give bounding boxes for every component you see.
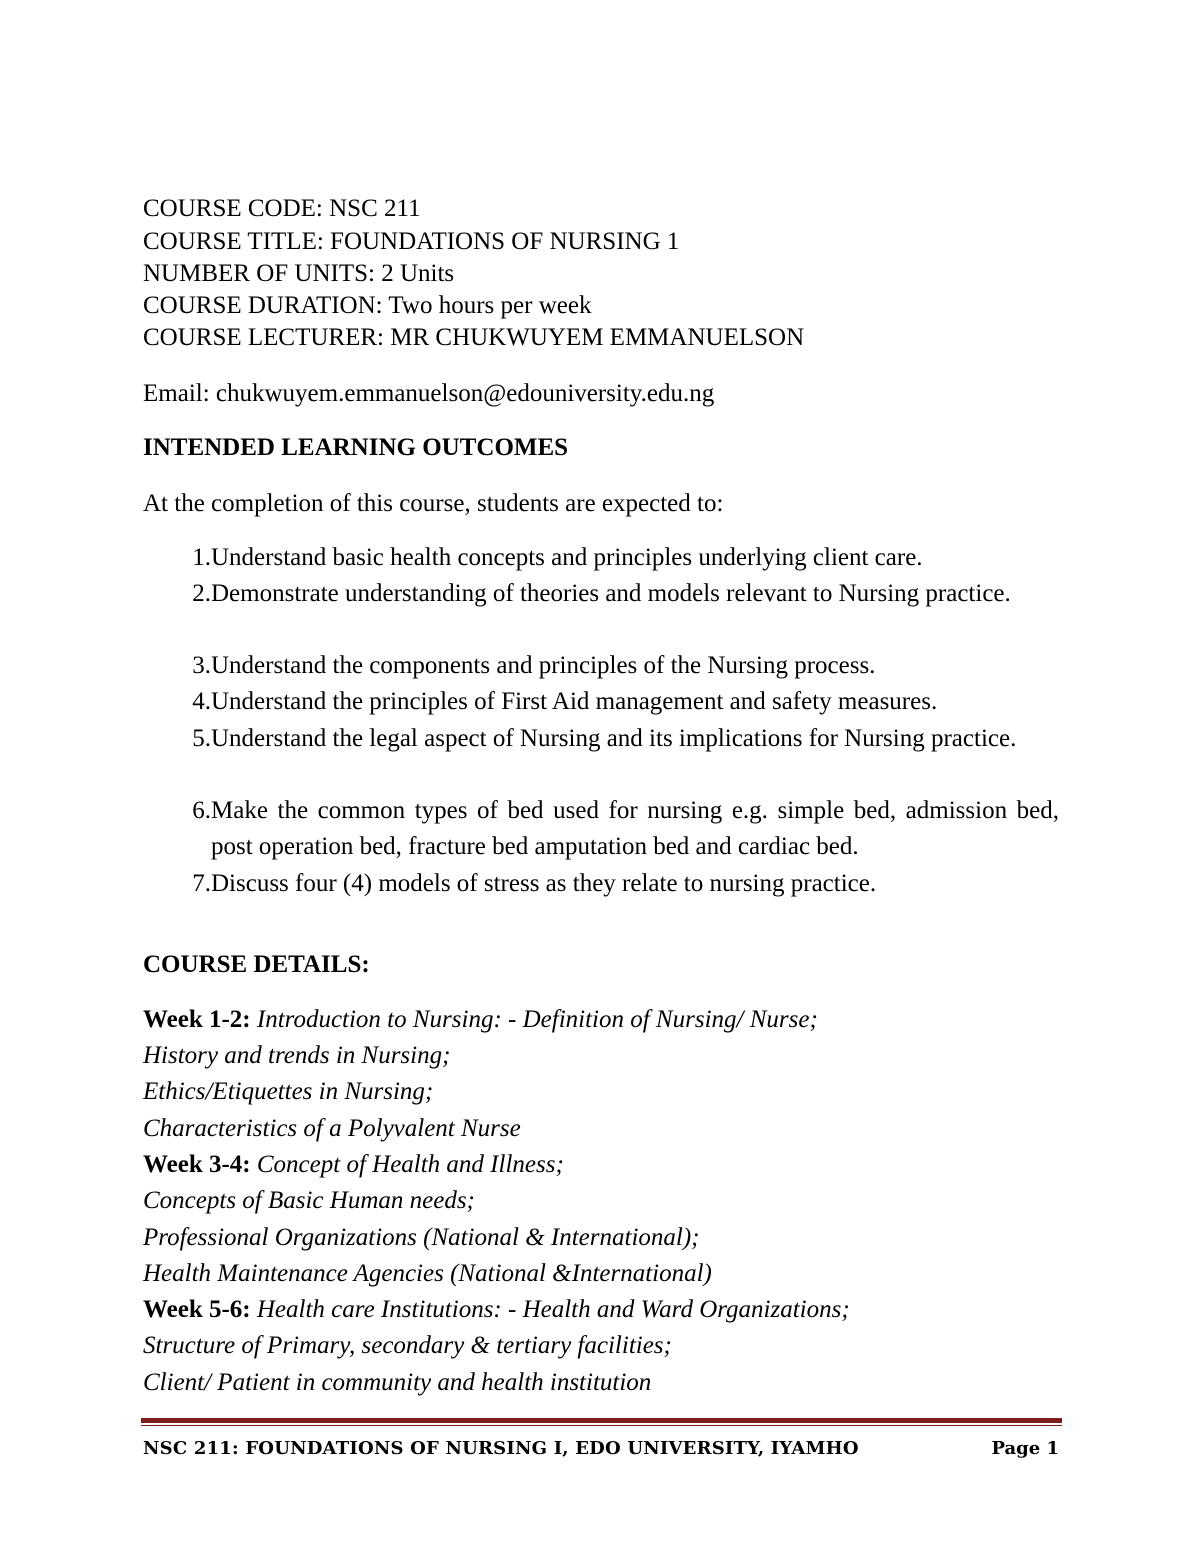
outcome-number: 2.: [192, 580, 211, 607]
outcome-number: 7.: [192, 870, 211, 897]
details-text: Concepts of Basic Human needs;: [143, 1187, 475, 1214]
details-text: Health Maintenance Agencies (National &International): [143, 1260, 712, 1287]
page-number: Page 1: [991, 1438, 1059, 1459]
details-text: Concept of Health and Illness;: [250, 1151, 564, 1178]
outcome-item: [143, 684, 1059, 720]
details-line: [143, 1186, 475, 1216]
outcome-text: Make the common types of bed used for nursing e.g. simple bed, admission bed, post operation bed, fracture bed amputation bed and cardiac bed.: [211, 797, 1059, 860]
details-line: [143, 1368, 651, 1398]
outcome-text: Understand the components and principles of the Nursing process.: [211, 652, 876, 679]
outcome-item: [143, 648, 1059, 684]
details-text: Professional Organizations (National & International);: [143, 1224, 700, 1251]
details-line: [143, 1150, 564, 1180]
outcome-item: [143, 721, 1059, 757]
details-line: [143, 1041, 450, 1071]
outcome-item: [143, 576, 1059, 612]
details-line: [143, 1295, 850, 1325]
details-text: Client/ Patient in community and health institution: [143, 1369, 652, 1396]
course-code: COURSE CODE: NSC 211: [143, 195, 421, 222]
course-title: COURSE TITLE: FOUNDATIONS OF NURSING 1: [143, 228, 680, 255]
outcome-item: [143, 540, 1059, 576]
details-line: [143, 1259, 712, 1289]
details-text: History and trends in Nursing;: [143, 1042, 451, 1069]
footer-title: NSC 211: FOUNDATIONS OF NURSING I, EDO UNIVERSITY, IYAMHO: [143, 1438, 859, 1459]
outcome-number: 4.: [192, 688, 211, 715]
outcome-text: Understand the legal aspect of Nursing and its implications for Nursing practice.: [211, 725, 1017, 752]
details-line: [143, 1223, 699, 1253]
details-line: [143, 1077, 433, 1107]
details-line: [143, 1005, 818, 1035]
footer-rule: [141, 1418, 1062, 1423]
outcome-number: 6.: [192, 797, 211, 824]
course-lecturer: COURSE LECTURER: MR CHUKWUYEM EMMANUELSON: [143, 324, 805, 351]
outcome-number: 3.: [192, 652, 211, 679]
outcome-text: Discuss four (4) models of stress as they relate to nursing practice.: [211, 870, 877, 897]
week-label: Week 3-4:: [143, 1151, 251, 1178]
details-text: Health care Institutions: - Health and Ward Organizations;: [250, 1296, 850, 1323]
footer-rule-thin: [141, 1425, 1062, 1426]
course-units: NUMBER OF UNITS: 2 Units: [143, 260, 455, 287]
outcome-text: Understand the principles of First Aid management and safety measures.: [211, 688, 938, 715]
outcome-text: Demonstrate understanding of theories and models relevant to Nursing practice.: [211, 580, 1011, 607]
details-line: [143, 1114, 521, 1144]
details-text: Structure of Primary, secondary & tertiary facilities;: [143, 1332, 672, 1359]
outcome-item: [143, 793, 1059, 865]
week-label: Week 1-2:: [143, 1006, 251, 1033]
details-line: [143, 1331, 672, 1361]
details-text: Ethics/Etiquettes in Nursing;: [143, 1078, 434, 1105]
outcomes-heading: INTENDED LEARNING OUTCOMES: [143, 434, 569, 461]
outcome-item: [143, 866, 1059, 902]
outcome-text: Understand basic health concepts and principles underlying client care.: [211, 544, 923, 571]
outcome-number: 1.: [192, 544, 211, 571]
week-label: Week 5-6:: [143, 1296, 251, 1323]
course-email: Email: chukwuyem.emmanuelson@edouniversity.edu.ng: [143, 380, 715, 407]
details-heading: COURSE DETAILS:: [143, 951, 370, 978]
details-text: Characteristics of a Polyvalent Nurse: [143, 1115, 521, 1142]
outcomes-intro: At the completion of this course, students are expected to:: [143, 490, 724, 517]
outcome-number: 5.: [192, 725, 211, 752]
details-text: Introduction to Nursing: - Definition of Nursing/ Nurse;: [250, 1006, 818, 1033]
course-duration: COURSE DURATION: Two hours per week: [143, 292, 592, 319]
